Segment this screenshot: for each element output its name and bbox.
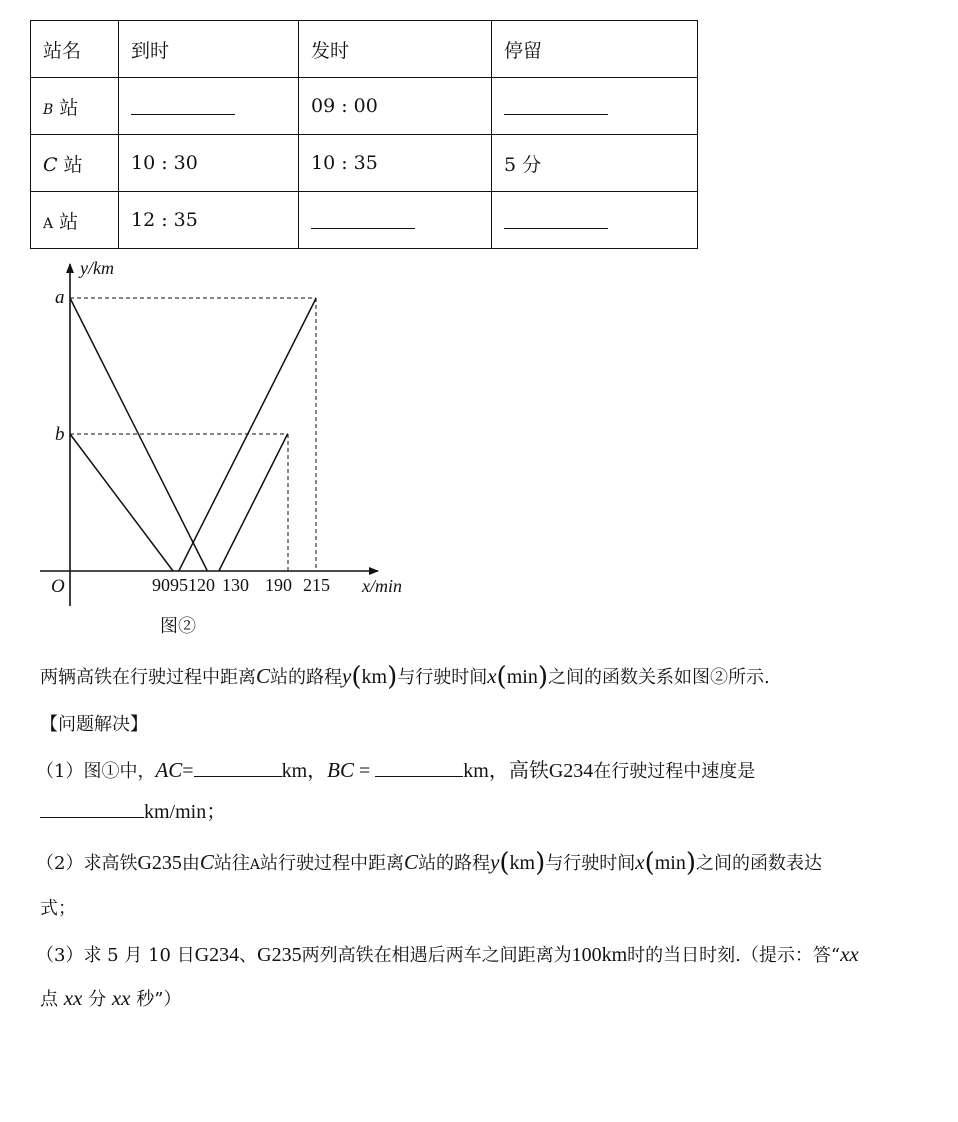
intro-line: 两辆高铁在行驶过程中距离C站的路程y(km)与行驶时间x(min)之间的函数关系如图②所示. bbox=[40, 662, 770, 692]
station-letter: A bbox=[43, 215, 54, 232]
graph-caption: 图② bbox=[160, 616, 196, 636]
header-depart: 发时 bbox=[299, 21, 492, 78]
depart-cell bbox=[299, 192, 492, 249]
y-axis-label: y/km bbox=[80, 258, 114, 278]
question-2-cont: 式； bbox=[40, 898, 76, 919]
section-heading: 【问题解决】 bbox=[40, 714, 148, 735]
graph-segment-4 bbox=[219, 434, 288, 571]
graph-segment-1 bbox=[70, 298, 207, 571]
y-tick-b: b bbox=[55, 424, 65, 445]
x-axis-label: x/min bbox=[362, 576, 402, 596]
table-row bbox=[31, 135, 698, 192]
station-cell bbox=[31, 78, 119, 135]
question-3-cont: 点 xx 分 xx 秒”） bbox=[40, 986, 182, 1010]
question-1-cont: km/min； bbox=[40, 802, 226, 822]
question-1: （1）图①中，AC= km，BC = km，高铁G234在行驶过程中速度是 bbox=[36, 758, 756, 782]
station-suffix: 站 bbox=[59, 96, 79, 119]
x-tick-190: 190 bbox=[265, 575, 292, 595]
header-station: 站名 bbox=[31, 21, 119, 78]
station-cell bbox=[31, 192, 119, 249]
table-row bbox=[31, 78, 698, 135]
x-tick-120: 120 bbox=[188, 575, 215, 595]
station-suffix: 站 bbox=[63, 153, 83, 176]
dashed-guides bbox=[70, 298, 316, 571]
origin-label: O bbox=[51, 576, 65, 597]
answer-blank bbox=[504, 214, 608, 229]
arrive-cell bbox=[119, 78, 299, 135]
stay-cell bbox=[492, 78, 698, 135]
answer-blank bbox=[504, 100, 608, 115]
header-arrive: 到时 bbox=[119, 21, 299, 78]
stay-cell bbox=[492, 192, 698, 249]
arrive-cell: 10 : 30 bbox=[119, 135, 299, 192]
depart-cell: 09 : 00 bbox=[299, 78, 492, 135]
x-tick-90: 90 bbox=[152, 575, 170, 595]
x-tick-215: 215 bbox=[303, 575, 330, 595]
station-cell bbox=[31, 135, 119, 192]
arrive-cell: 12 : 35 bbox=[119, 192, 299, 249]
x-tick-130: 130 bbox=[222, 575, 249, 595]
stay-cell: 5 分 bbox=[492, 135, 698, 192]
y-tick-a: a bbox=[55, 287, 65, 308]
station-letter: C bbox=[43, 153, 58, 176]
schedule-table bbox=[30, 20, 698, 249]
answer-blank-bc bbox=[375, 762, 463, 777]
x-tick-95: 95 bbox=[170, 575, 188, 595]
answer-blank-speed bbox=[40, 803, 144, 818]
station-suffix: 站 bbox=[59, 210, 79, 233]
table-header-row bbox=[31, 21, 698, 78]
header-stay: 停留 bbox=[492, 21, 698, 78]
graph-segment-2 bbox=[70, 434, 173, 571]
station-letter: B bbox=[43, 101, 54, 118]
answer-blank bbox=[131, 100, 235, 115]
table-row bbox=[31, 192, 698, 249]
question-2: （2）求高铁G235由C站往A站行驶过程中距离C站的路程y(km)与行驶时间x(min)之间的函数表达 bbox=[36, 848, 823, 878]
distance-time-graph bbox=[0, 258, 430, 648]
answer-blank bbox=[311, 214, 415, 229]
answer-blank-ac bbox=[194, 762, 282, 777]
question-3: （3）求 5 月 10 日G234、G235两列高铁在相遇后两车之间距离为100km时的当日时刻.（提示：答“xx bbox=[36, 942, 859, 966]
depart-cell: 10 : 35 bbox=[299, 135, 492, 192]
